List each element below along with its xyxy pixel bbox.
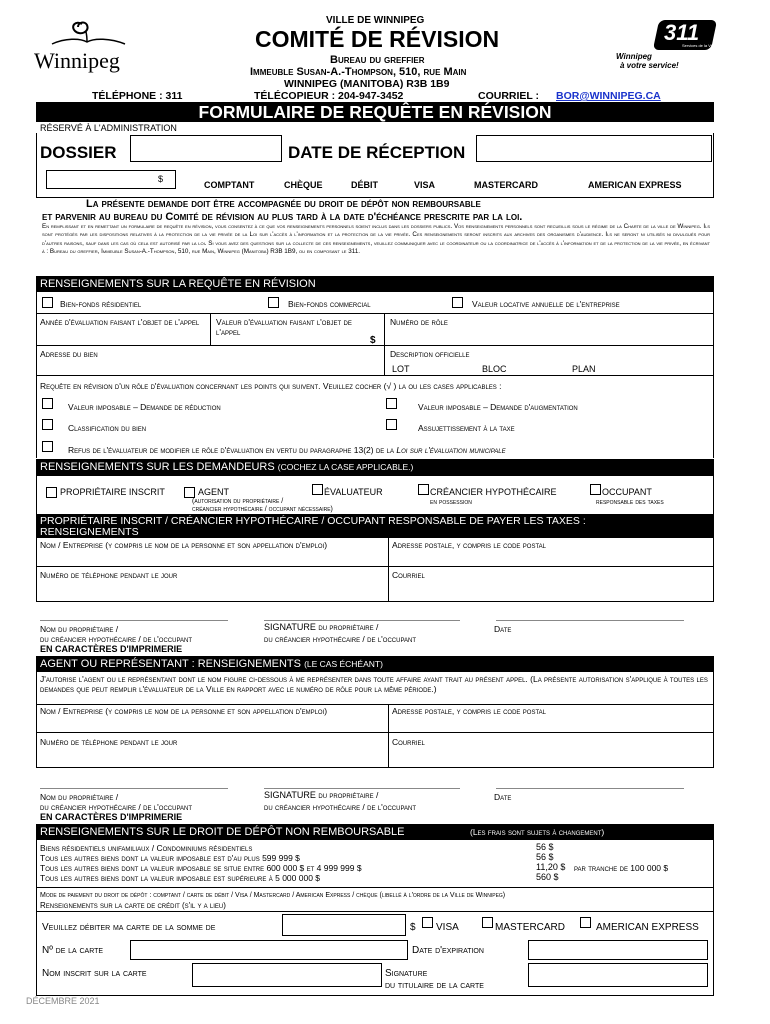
owner-print-label: EN CARACTÈRES D'IMPRIMERIE [40,644,183,654]
agent-tel-label: Numéro de téléphone pendant le jour [40,737,178,747]
telephone: TÉLÉPHONE : 311 [92,90,183,102]
applicants-section-title: RENSEIGNEMENTS SUR LES DEMANDEURS [40,461,275,473]
valeur-dollar: $ [370,335,376,346]
fee-row-3-label: Tous les autres biens dont la valeur imposable se situe entre 600 000 $ et 4 999 999 $ [40,863,362,873]
fees-section-header [36,824,714,840]
label-visa: VISA [436,922,459,933]
agent-authorization: J'autorise l'agent ou le représentant dont le nom figure ci-dessous à me représenter dans toute affaire ayant trait au présent appel. (La présente autorisation s'applique à toutes les demandes que peut remplir l'évaluateur de la Ville en rapport avec le numéro de rôle pour la même période.) [40,674,708,694]
owner-tel-label: Numéro de téléphone pendant le jour [40,570,178,580]
card-info-divider [36,911,714,912]
label-evaluateur: ÉVALUATEUR [324,487,383,497]
badge-tagline-2: à votre service! [620,61,679,70]
numero-role-label: Numéro de rôle [390,317,448,327]
checkbox-agent[interactable] [184,487,195,498]
agent-section-note: (LE CAS ÉCHÉANT) [304,659,383,669]
winnipeg-logo [30,18,145,78]
notice-line-2: et parvenir au bureau du Comité de révision au plus tard à la date d'échéance prescrite par la loi. [42,211,523,223]
owner-name-line[interactable] [40,620,228,621]
owner-nom-label: Nom / Entreprise (y compris le nom de la personne et son appellation d'emploi) [40,540,328,550]
agent-section-title: AGENT OU REPRÉSENTANT : RENSEIGNEMENTS [40,658,301,670]
checkbox-occupant[interactable] [590,484,601,495]
office-name: Bureau du greffier [330,54,425,66]
address-line-1: Immeuble Susan-A.-Thompson, 510, rue Main [250,66,467,78]
owner-col-divider [388,538,389,602]
request-instructions: Requête en révision d'un rôle d'évaluation concernant les points qui suivent. Veuillez cocher (√ ) la ou les cases applicables : [40,381,502,391]
agent-note-2: créancier hypothécaire / occupant nécessaire) [192,506,333,513]
fee-row-1-label: Biens résidentiels unifamiliaux / Condominiums résidentiels [40,843,253,853]
owner-sig-nom-2: du créancier hypothécaire / de l'occupant [40,634,193,644]
owner-section-title-1: PROPRIÉTAIRE INSCRIT / CRÉANCIER HYPOTHÉCAIRE / OCCUPANT RESPONSABLE DE PAYER LES TAXES : [40,515,586,527]
owner-adresse-label: Adresse postale, y compris le code postal [392,540,547,550]
name-on-card-input[interactable] [192,963,382,987]
agent-date-line[interactable] [496,788,684,789]
adresse-bien-label: Adresse du bien [40,349,98,359]
agent-signature-rest: du propriétaire / [318,790,379,800]
payment-cheque[interactable]: CHÈQUE [284,180,323,190]
applicants-section-note: (COCHEZ LA CASE APPLICABLE.) [277,462,414,472]
request-col-divider-2 [384,313,385,375]
debit-dollar: $ [410,922,416,933]
owner-section-header [36,514,714,538]
dossier-label: DOSSIER [40,143,117,162]
admin-reserved-label: RÉSERVÉ À L'ADMINISTRATION [40,123,177,133]
bloc-label: BLOC [482,364,507,374]
valeur-label: Valeur d'évaluation faisant l'objet de l'appel [216,317,352,337]
card-signature-label-1: Signature [385,968,428,979]
payment-amex[interactable]: AMERICAN EXPRESS [588,180,682,190]
badge-311-number: 311 [664,20,700,45]
agent-courriel-label: Courriel [392,737,425,747]
amount-dollar-sign: $ [158,174,164,184]
fee-row-4-amount: 560 $ [536,872,559,882]
agent-signature-label [264,790,378,800]
dossier-input[interactable] [130,135,282,162]
owner-section-title-2: RENSEIGNEMENTS [40,526,139,538]
badge-311-sub: Services de la Ville [682,43,716,48]
owner-signature-rest: du propriétaire / [318,622,379,632]
checkbox-evaluateur[interactable] [312,484,323,495]
name-on-card-label: Nom inscrit sur la carte [42,968,147,979]
card-number-input[interactable] [130,940,408,960]
checkbox-commercial[interactable] [268,297,279,308]
agent-signature-label-2: du créancier hypothécaire / de l'occupant [264,802,417,812]
fees-divider [36,887,714,888]
notice-line-1: La présente demande doit être accompagnée du droit de dépôt non remboursable [86,198,481,210]
label-amex: AMERICAN EXPRESS [596,922,699,933]
checkbox-business-rental[interactable] [452,297,463,308]
agent-signature-word: SIGNATURE [264,790,316,800]
description-label: Description officielle [390,349,470,359]
owner-row-divider [36,566,714,567]
applicants-section-header [36,459,714,476]
owner-signature-label [264,622,378,632]
payment-mastercard[interactable]: MASTERCARD [474,180,538,190]
request-divider-2 [36,345,714,346]
agent-adresse-label: Adresse postale, y compris le code postal [392,706,547,716]
payment-debit[interactable]: DÉBIT [351,180,378,190]
payment-visa[interactable]: VISA [414,180,436,190]
debit-label: Veuillez débiter ma carte de la somme de [42,922,216,933]
owner-signature-word: SIGNATURE [264,622,316,632]
checkbox-refus[interactable] [42,441,53,452]
checkbox-classification[interactable] [42,419,53,430]
owner-courriel-label: Courriel [392,570,425,580]
checkbox-mastercard[interactable] [482,917,493,928]
fee-row-3-amount: 11,20 $ [536,862,566,872]
fee-row-2-label: Tous les autres biens dont la valeur imposable est d'au plus 599 999 $ [40,853,300,863]
request-section-header [36,276,714,292]
owner-signature-line[interactable] [264,620,460,621]
fax: TÉLÉCOPIEUR : 204-947-3452 [254,90,404,102]
checkbox-amex[interactable] [580,917,591,928]
address-line-2: WINNIPEG (MANITOBA) R3B 1B9 [284,78,450,90]
request-input-row-1[interactable] [40,328,380,344]
expiration-input[interactable] [528,940,708,960]
label-augmentation: Valeur imposable – Demande d'augmentation [418,402,578,412]
checkbox-reduction[interactable] [42,398,53,409]
card-signature-label-2: du titulaire de la carte [385,980,484,991]
creancier-note: en possession [430,497,472,506]
owner-date-label: Date [494,624,512,634]
fee-row-4-label: Tous les autres biens dont la valeur imposable est supérieure à 5 000 000 $ [40,873,321,883]
fee-row-3-extra: par tranche de 100 000 $ [574,863,669,873]
label-refus-law: Loi sur l'évaluation municipale [396,445,506,455]
owner-sig-nom: Nom du propriétaire / [40,624,119,634]
label-mastercard: MASTERCARD [495,922,566,933]
form-title: FORMULAIRE DE REQUÊTE EN RÉVISION [36,102,714,122]
footer-date: DÉCEMBRE 2021 [26,996,100,1006]
label-classification: Classification du bien [68,423,147,433]
label-agent: AGENT [198,487,230,497]
amount-input[interactable] [46,170,176,189]
agent-col-divider [388,704,389,768]
label-business-rental: Valeur locative annuelle de l'entreprise [472,299,620,309]
request-divider-3 [36,375,714,376]
agent-sig-nom: Nom du propriétaire / [40,792,119,802]
label-residential: Bien-fonds résidentiel [60,299,142,309]
checkbox-visa[interactable] [422,917,433,928]
fees-section-note: (Les frais sont sujets à changement) [470,827,605,837]
expiration-label: Date d'expiration [412,945,484,956]
agent-signature-line[interactable] [264,788,460,789]
agent-name-line[interactable] [40,788,228,789]
agent-sig-nom-2: du créancier hypothécaire / de l'occupant [40,802,193,812]
badge-tagline-1: Winnipeg [616,52,652,61]
agent-row-divider [36,732,714,733]
plan-label: PLAN [572,364,596,374]
agent-section-header [36,656,714,672]
label-occupant: OCCUPANT [602,487,652,497]
label-commercial: Bien-fonds commercial [288,299,371,309]
checkbox-assujettissement[interactable] [386,419,397,430]
label-refus [68,445,506,455]
committee-title: COMITÉ DE RÉVISION [255,26,500,52]
badge-311 [616,20,718,70]
fee-row-1-amount: 56 $ [536,842,554,852]
fees-section-title: RENSEIGNEMENTS SUR LE DROIT DE DÉPÔT NON REMBOURSABLE [40,826,405,838]
annee-label: Année d'évaluation faisant l'objet de l'appel [40,317,200,327]
lot-label: LOT [392,364,410,374]
owner-date-line[interactable] [496,620,684,621]
checkbox-creancier[interactable] [418,484,429,495]
card-number-label: Nº de la carte [42,945,104,956]
payment-comptant[interactable]: COMPTANT [204,180,255,190]
agent-nom-label: Nom / Entreprise (y compris le nom de la personne et son appellation d'emploi) [40,706,328,716]
owner-signature-label-2: du créancier hypothécaire / de l'occupant [264,634,417,644]
fee-row-2-amount: 56 $ [536,852,554,862]
label-assujettissement: Assujettissement à la taxe [418,423,515,433]
checkbox-residential[interactable] [42,297,53,308]
email-link[interactable]: BOR@WINNIPEG.CA [556,90,661,102]
request-divider-1 [36,313,714,314]
privacy-notice: En remplissant et en remettant un formulaire de requête en révision, vous consentez à ce que vos renseignements personnels soient inclus dans les dossiers publics. Vos renseignements personnels sont recueillis sous le régime de la Charte de la ville de Winnipeg. Ils sont protégés par les dispositions relatives à la protection de la vie privée de la Loi sur l'accès à l'information et la protection de la vie privée. Ces renseignements seront inscrits aux archives des organismes d'audience. Ils ne seront ni utilisés ni divulgués pour d'autres raisons, sauf dans les cas où cela est autorisé par la loi. Si vous avez des questions sur la collecte de ces renseignements, veuillez communiquer avec le coordinateur ou la coordinatrice de l'accès à l'information et de la protection de la vie privée, en écrivant à : Bureau du greffier, Immeuble Susan-A.-Thompson, 510, rue Main, Winnipeg (Manitoba) R3B 1B9, ou en composant le 311. [42,223,710,256]
date-reception-label: DATE DE RÉCEPTION [288,143,466,162]
email-label: COURRIEL : [478,90,540,102]
agent-note-1: (autorisation du propriétaire / [192,498,284,505]
request-section-title: RENSEIGNEMENTS SUR LA REQUÊTE EN RÉVISION [40,278,316,290]
checkbox-proprietaire[interactable] [46,487,57,498]
label-creancier: CRÉANCIER HYPOTHÉCAIRE [430,487,557,497]
card-signature-input[interactable] [528,963,708,987]
agent-print-label: EN CARACTÈRES D'IMPRIMERIE [40,812,183,822]
logo-wordmark: Winnipeg [34,48,120,73]
card-info-title: Renseignements sur la carte de crédit (s'il y a lieu) [40,901,226,910]
agent-date-label: Date [494,792,512,802]
label-refus-text: Refus de l'évaluateur de modifier le rôle d'évaluation en vertu du paragraphe 13(2) de la [68,445,395,455]
payment-modes: Mode de paiement du droit de dépôt : comptant / carte de débit / Visa / Mastercard / American Express / chèque (libellé à l'ordre de la Ville de Winnipeg) [40,892,506,899]
city-name: VILLE DE WINNIPEG [326,15,425,26]
debit-amount-input[interactable] [282,914,406,936]
date-reception-input[interactable] [476,135,712,162]
label-proprietaire: PROPRIÉTAIRE INSCRIT [60,487,165,497]
occupant-note: responsable des taxes [596,497,664,506]
checkbox-augmentation[interactable] [386,398,397,409]
label-reduction: Valeur imposable – Demande de réduction [68,402,221,412]
